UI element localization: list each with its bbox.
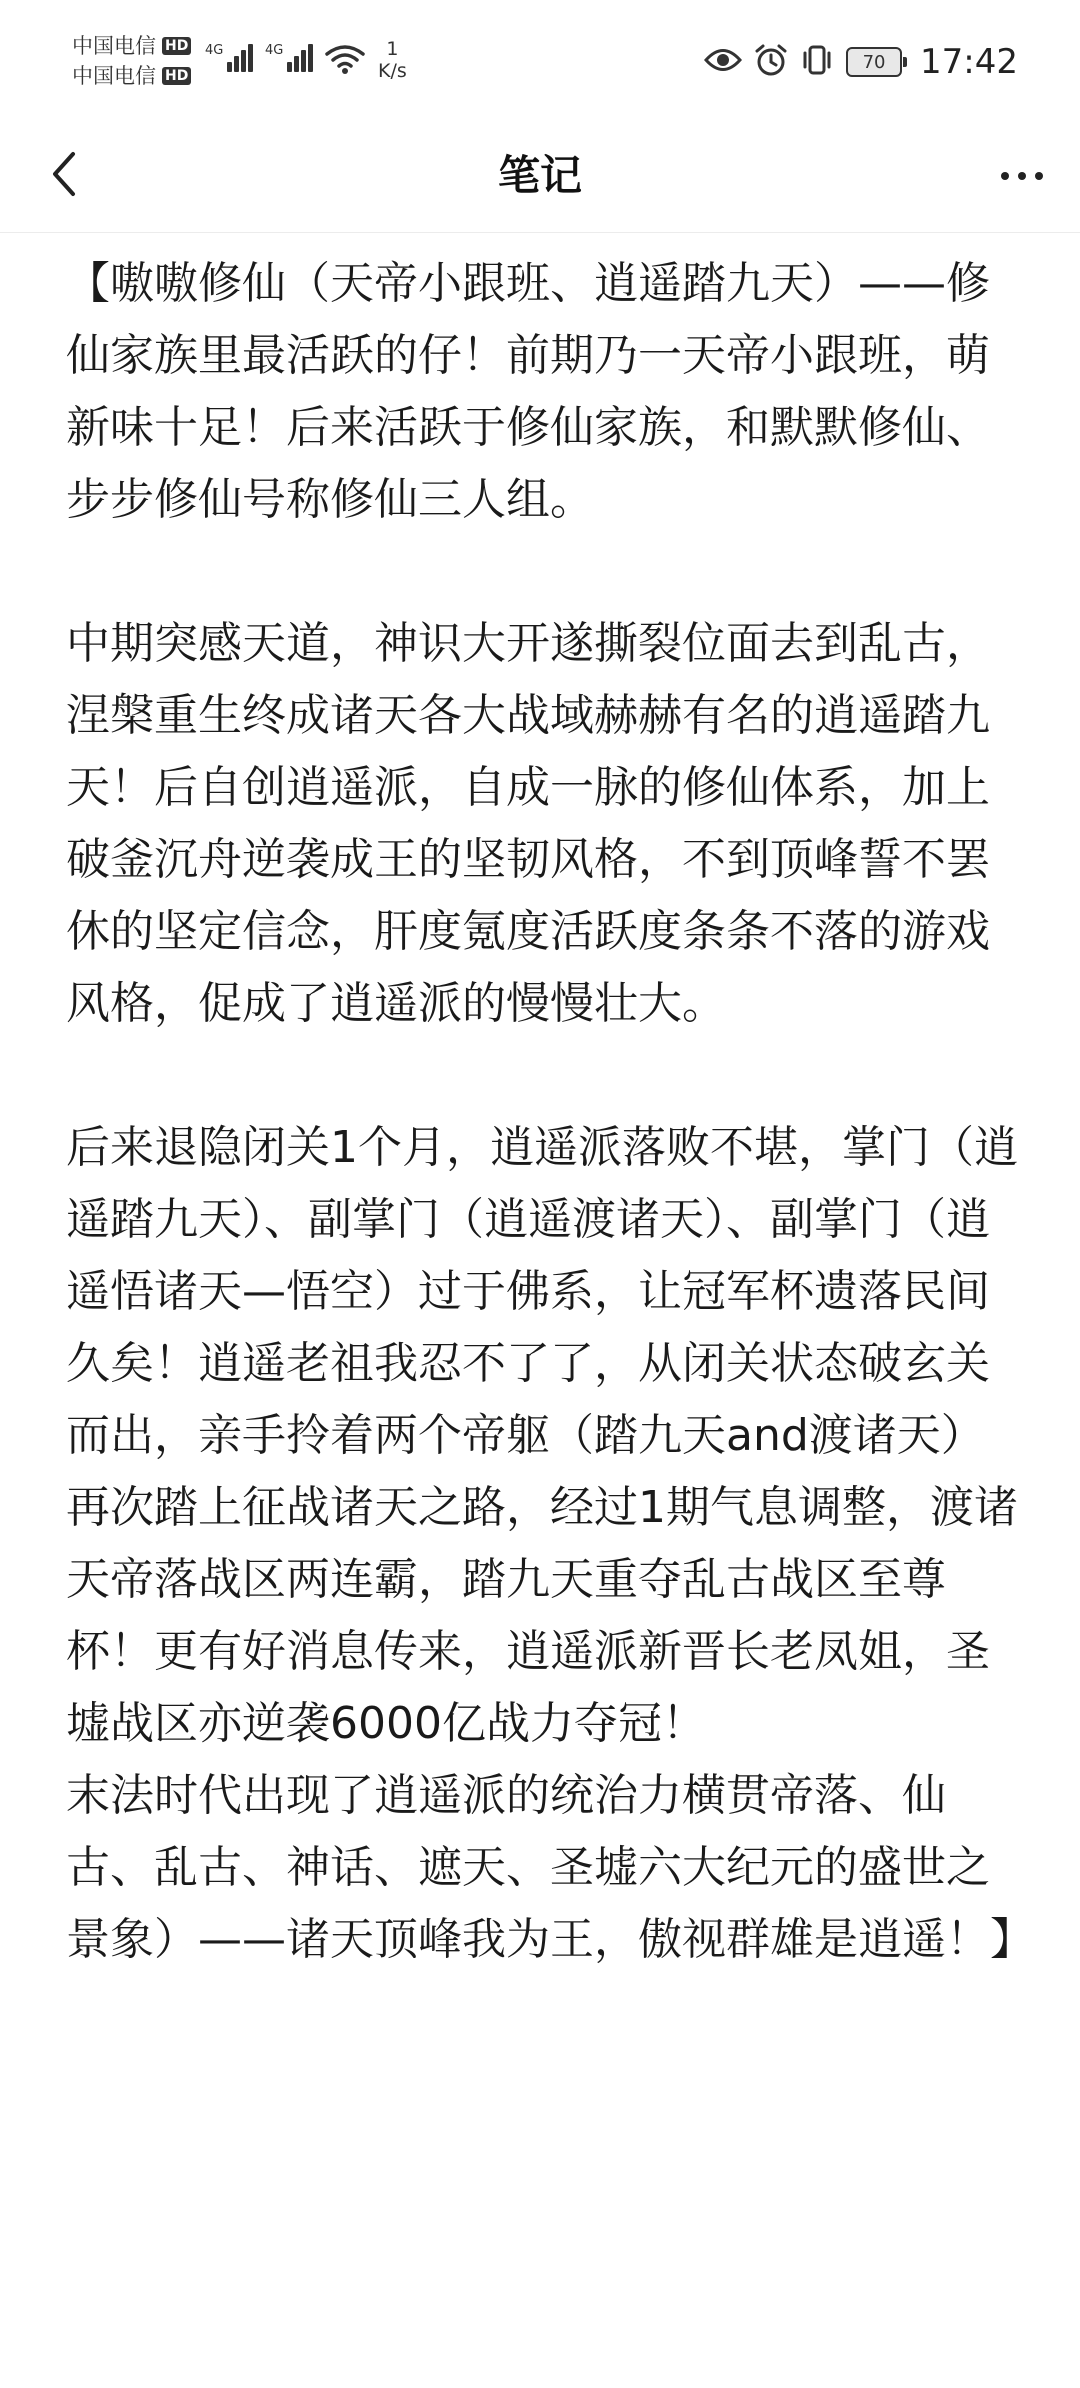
carrier-info — [72, 34, 191, 88]
more-horizontal-icon — [1018, 172, 1026, 180]
more-horizontal-icon — [1035, 172, 1043, 180]
network-type-2: 4G — [265, 43, 284, 58]
note-content[interactable] — [66, 248, 1034, 1976]
carrier-1-label: 中国电信 — [72, 34, 156, 58]
note-paragraph-4: 末法时代出现了逍遥派的统治力横贯帝落、仙古、乱古、神话、遮天、圣墟六大纪元的盛世之景象）——诸天顶峰我为王，傲视群雄是逍遥！】 — [66, 1770, 1034, 1965]
wifi-icon — [325, 44, 365, 78]
page-title: 笔记 — [497, 151, 582, 200]
status-icons-right — [704, 42, 1018, 82]
eye-icon — [704, 47, 742, 77]
alarm-icon — [754, 43, 788, 81]
carrier-1 — [72, 34, 191, 58]
app-header — [0, 120, 1080, 233]
network-speed — [378, 38, 407, 82]
battery-level: 70 — [862, 51, 886, 73]
note-paragraph-3: 后来退隐闭关1个月，逍遥派落败不堪，掌门（逍遥踏九天）、副掌门（逍遥渡诸天）、副掌门（逍遥悟诸天—悟空）过于佛系，让冠军杯遗落民间久矣！逍遥老祖我忍不了了，从闭关状态破玄关而出，亲手拎着两个帝躯（踏九天and渡诸天）再次踏上征战诸天之路，经过1期气息调整，渡诸天帝落战区两连霸，踏九天重夺乱古战区至尊杯！更有好消息传来，逍遥派新晋长老凤姐，圣墟战区亦逆袭6000亿战力夺冠！ — [66, 1122, 1018, 1749]
carrier-2-label: 中国电信 — [72, 64, 156, 88]
more-horizontal-icon — [1001, 172, 1009, 180]
back-button[interactable] — [30, 142, 98, 210]
status-time: 17:42 — [920, 42, 1018, 82]
carrier-2 — [72, 64, 191, 88]
speed-value: 1 — [386, 38, 399, 60]
note-paragraph-2: 中期突感天道，神识大开遂撕裂位面去到乱古，涅槃重生终成诸天各大战域赫赫有名的逍遥踏九天！后自创逍遥派，自成一脉的修仙体系，加上破釜沉舟逆袭成王的坚韧风格，不到顶峰誓不罢休的坚定信念，肝度氪度活跃度条条不落的游戏风格，促成了逍遥派的慢慢壮大。 — [66, 618, 990, 1029]
network-type-1: 4G — [205, 43, 224, 58]
signal-icon — [265, 44, 313, 72]
vibrate-icon — [800, 43, 834, 81]
battery-icon — [846, 47, 902, 77]
hd-badge: HD — [162, 67, 191, 85]
chevron-left-icon — [49, 150, 79, 202]
signal-icon — [205, 44, 253, 72]
hd-badge: HD — [162, 37, 191, 55]
status-bar — [0, 0, 1080, 120]
speed-unit: K/s — [378, 60, 407, 82]
more-options-button[interactable] — [988, 142, 1056, 210]
note-paragraph-1: 【嗷嗷修仙（天帝小跟班、逍遥踏九天）——修仙家族里最活跃的仔！前期乃一天帝小跟班，萌新味十足！后来活跃于修仙家族，和默默修仙、步步修仙号称修仙三人组。 — [66, 258, 990, 525]
